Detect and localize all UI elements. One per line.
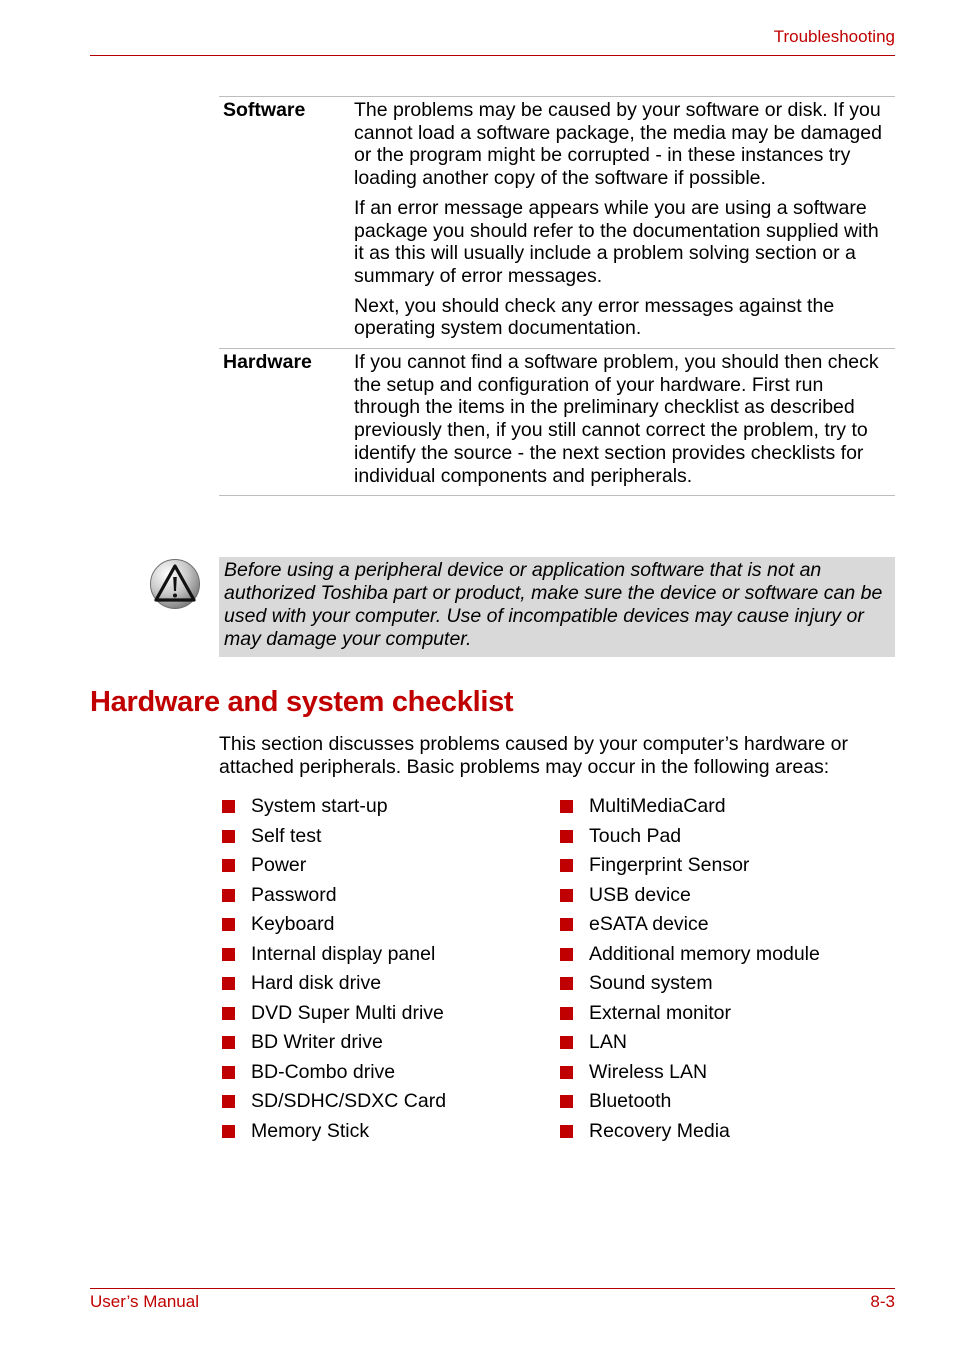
paragraph: If an error message appears while you are using a software package you should refer to the documentation supplied with it as this will usually include a problem solving section or a summary of error messages.: [354, 196, 879, 287]
square-bullet-icon: [560, 859, 573, 872]
list-item: [219, 1087, 446, 1117]
list-item: [219, 881, 446, 911]
list-item-label: LAN: [589, 1031, 627, 1054]
list-item: [219, 910, 446, 940]
row-description: [354, 351, 891, 487]
square-bullet-icon: [222, 889, 235, 902]
list-item: [219, 792, 446, 822]
square-bullet-icon: [560, 889, 573, 902]
square-bullet-icon: [222, 1007, 235, 1020]
paragraph: Next, you should check any error messages against the operating system documentation.: [354, 294, 835, 340]
list-item: [557, 792, 820, 822]
square-bullet-icon: [560, 977, 573, 990]
list-item-label: External monitor: [589, 1001, 731, 1024]
list-item-label: System start-up: [251, 795, 388, 818]
list-item-label: DVD Super Multi drive: [251, 1001, 444, 1024]
list-item-label: Bluetooth: [589, 1090, 672, 1113]
list-item: [219, 1117, 446, 1147]
square-bullet-icon: [560, 1125, 573, 1138]
square-bullet-icon: [222, 1066, 235, 1079]
list-item-label: BD-Combo drive: [251, 1060, 396, 1083]
list-item-label: USB device: [589, 883, 691, 906]
list-item: [219, 940, 446, 970]
list-item: [557, 1087, 820, 1117]
square-bullet-icon: [222, 830, 235, 843]
footer-rule: [90, 1288, 895, 1289]
list-item-label: Hard disk drive: [251, 972, 382, 995]
square-bullet-icon: [222, 948, 235, 961]
paragraph: If you cannot find a software problem, you should then check the setup and configuration of your hardware. First run through the items in the preliminary checklist as described previously then, if you still cannot correct the problem, try to identify the source - the next section provides checklists for individual components and peripherals.: [354, 351, 879, 487]
list-item: [557, 851, 820, 881]
list-item-label: Wireless LAN: [589, 1060, 708, 1083]
row-label: Software: [223, 99, 306, 121]
list-item-label: MultiMediaCard: [589, 795, 726, 818]
footer-manual-title: User’s Manual: [90, 1292, 199, 1311]
list-item: [557, 881, 820, 911]
list-item-label: Recovery Media: [589, 1119, 730, 1142]
caution-note: Before using a peripheral device or application software that is not an authorized Toshiba part or product, make sure the device or software can be used with your computer. Use of incompatible devices may cause injury or may damage your computer.: [219, 557, 895, 657]
list-item: [557, 999, 820, 1029]
square-bullet-icon: [560, 1007, 573, 1020]
row-description: [354, 99, 891, 340]
list-item: [219, 851, 446, 881]
warning-icon: [149, 558, 201, 610]
square-bullet-icon: [560, 918, 573, 931]
square-bullet-icon: [560, 1095, 573, 1108]
list-item: [557, 1117, 820, 1147]
list-item-label: BD Writer drive: [251, 1031, 383, 1054]
list-item: [557, 969, 820, 999]
paragraph: The problems may be caused by your software or disk. If you cannot load a software package, the media may be damaged or the program might be corrupted - in these instances try loading another copy of the software if possible.: [354, 99, 882, 190]
table-row-hardware: [219, 348, 895, 496]
page-number: 8-3: [870, 1292, 895, 1311]
section-intro: This section discusses problems caused by your computer’s hardware or attached peripherals. Basic problems may occur in the following areas:: [219, 733, 848, 778]
list-item-label: Sound system: [589, 972, 713, 995]
list-item: [557, 910, 820, 940]
list-item-label: Power: [251, 854, 307, 877]
running-header: Troubleshooting: [773, 27, 895, 46]
square-bullet-icon: [560, 948, 573, 961]
list-item-label: Internal display panel: [251, 942, 436, 965]
checklist-left-column: [219, 792, 446, 1146]
checklist-right-column: [557, 792, 820, 1146]
list-item-label: Fingerprint Sensor: [589, 854, 750, 877]
square-bullet-icon: [222, 859, 235, 872]
square-bullet-icon: [222, 1095, 235, 1108]
list-item: [219, 999, 446, 1029]
table-row-software: [219, 96, 895, 348]
list-item: [557, 1028, 820, 1058]
row-label: Hardware: [223, 351, 312, 374]
list-item: [219, 822, 446, 852]
square-bullet-icon: [222, 1036, 235, 1049]
list-item-label: Password: [251, 883, 337, 906]
square-bullet-icon: [222, 1125, 235, 1138]
list-item-label: Keyboard: [251, 913, 335, 936]
square-bullet-icon: [560, 1066, 573, 1079]
section-heading: Hardware and system checklist: [90, 686, 514, 718]
list-item-label: Self test: [251, 824, 322, 847]
square-bullet-icon: [560, 830, 573, 843]
list-item: [557, 940, 820, 970]
list-item: [219, 969, 446, 999]
problem-source-table: [219, 96, 895, 496]
square-bullet-icon: [222, 918, 235, 931]
square-bullet-icon: [560, 1036, 573, 1049]
square-bullet-icon: [222, 800, 235, 813]
list-item-label: Additional memory module: [589, 942, 820, 965]
header-rule: [90, 55, 895, 56]
list-item-label: eSATA device: [589, 913, 709, 936]
list-item-label: SD/SDHC/SDXC Card: [251, 1090, 447, 1113]
list-item: [219, 1058, 446, 1088]
list-item-label: Touch Pad: [589, 824, 682, 847]
square-bullet-icon: [560, 800, 573, 813]
list-item: [219, 1028, 446, 1058]
list-item-label: Memory Stick: [251, 1119, 370, 1142]
list-item: [557, 822, 820, 852]
list-item: [557, 1058, 820, 1088]
square-bullet-icon: [222, 977, 235, 990]
